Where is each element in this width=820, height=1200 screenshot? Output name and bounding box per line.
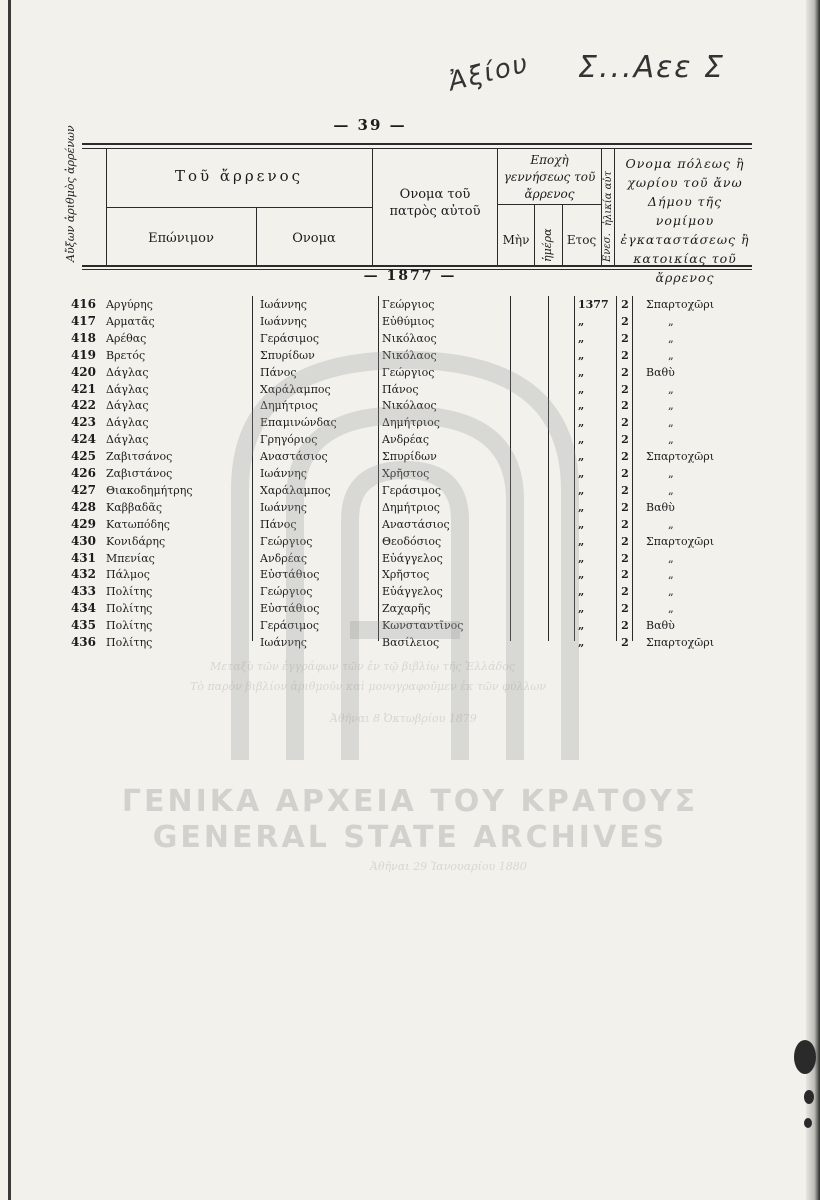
father-name-cell: Νικόλαος — [382, 348, 437, 362]
header-col-line — [372, 148, 373, 265]
place-cell: „ — [668, 399, 674, 413]
serial-number: 418 — [70, 330, 96, 345]
page-scan-edge — [806, 0, 820, 1200]
header-surname: Επώνιμον — [148, 231, 214, 246]
age-cell: 2 — [621, 331, 629, 345]
place-cell: „ — [668, 551, 674, 565]
surname-cell: Κατωπόδης — [106, 517, 170, 531]
place-cell: Βαθὺ — [646, 619, 675, 633]
serial-number: 420 — [70, 364, 96, 379]
place-cell: „ — [668, 331, 674, 345]
name-cell: Εὐστάθιος — [260, 602, 320, 616]
birth-year-cell: „ — [578, 314, 585, 328]
name-cell: Ιωάννης — [260, 500, 307, 514]
surname-cell: Αργύρης — [106, 298, 153, 311]
surname-cell: Πολίτης — [106, 602, 153, 616]
father-name-cell: Δημήτριος — [382, 416, 440, 430]
father-name-cell: Γεράσιμος — [382, 483, 441, 497]
age-cell: 2 — [621, 534, 629, 548]
serial-number: 433 — [70, 584, 96, 599]
surname-cell: Αρέθας — [106, 331, 147, 345]
serial-number: 421 — [70, 381, 96, 396]
place-cell: „ — [668, 483, 674, 497]
archive-seal-watermark — [200, 330, 610, 770]
birth-year-cell: „ — [578, 534, 585, 548]
surname-cell: Ζαβιτσάνος — [106, 450, 173, 464]
watermark-greek: ΓΕΝΙΚΑ ΑΡΧΕΙΑ ΤΟΥ ΚΡΑΤΟΥΣ — [121, 784, 699, 819]
place-cell: „ — [668, 585, 674, 599]
birth-year-cell: 1377 — [578, 298, 609, 311]
birth-year-cell: „ — [578, 500, 585, 514]
name-cell: Ιωάννης — [260, 298, 307, 311]
age-cell: 2 — [621, 450, 629, 464]
serial-number: 435 — [70, 618, 96, 633]
header-male-group: Τοῦ ἄρρενος — [174, 167, 303, 185]
name-cell: Εὐστάθιος — [260, 568, 320, 582]
watermark-english: GENERAL STATE ARCHIVES — [152, 820, 668, 855]
surname-cell: Βρετός — [106, 348, 146, 362]
birth-year-cell: „ — [578, 467, 585, 480]
surname-cell: Αρματᾶς — [106, 314, 155, 328]
age-cell: 2 — [621, 551, 629, 565]
birth-year-cell: „ — [578, 331, 585, 345]
serial-number: 426 — [70, 466, 96, 480]
serial-number: 436 — [70, 635, 96, 649]
age-cell: 2 — [621, 602, 629, 616]
place-cell: Βαθὺ — [646, 365, 675, 379]
age-cell: 2 — [621, 517, 629, 531]
birth-year-cell: „ — [578, 483, 585, 497]
name-cell: Αναστάσιος — [260, 450, 328, 464]
name-cell: Γεώργιος — [260, 534, 313, 548]
header-age: ἡλικία αὐτ — [603, 170, 614, 226]
age-cell: 2 — [621, 619, 629, 633]
age-cell: 2 — [621, 348, 629, 362]
birth-year-cell: „ — [578, 433, 585, 447]
age-cell: 2 — [621, 500, 629, 514]
serial-number: 431 — [70, 550, 96, 565]
father-name-cell: Γεώργιος — [382, 365, 435, 379]
surname-cell: Κονιδάρης — [106, 534, 166, 548]
place-cell: „ — [668, 602, 674, 616]
father-name-cell: Χρῆστος — [382, 568, 430, 582]
serial-number: 419 — [70, 347, 96, 362]
birth-year-cell: „ — [578, 551, 585, 565]
place-cell: „ — [668, 314, 674, 328]
father-name-cell: Εὐάγγελος — [382, 585, 443, 599]
father-name-cell: Χρῆστος — [382, 467, 430, 480]
serial-number: 429 — [70, 516, 96, 531]
surname-cell: Δάγλας — [106, 416, 149, 430]
birth-year-cell: „ — [578, 602, 585, 616]
birth-year-cell: „ — [578, 517, 585, 531]
birth-year-cell: „ — [578, 399, 585, 413]
header-birth-group: Εποχὴ γεννήσεως τοῦ ἄρρενος — [503, 153, 596, 201]
place-cell: Σπαρτοχῶρι — [646, 636, 715, 649]
surname-cell: Δάγλας — [106, 433, 149, 447]
age-cell: 2 — [621, 416, 629, 430]
name-cell: Γεράσιμος — [260, 331, 319, 345]
place-cell: „ — [668, 382, 674, 396]
header-day: ἡμέρα — [541, 228, 554, 262]
header-col-line — [534, 204, 535, 265]
surname-cell: Ζαβιστάνος — [106, 467, 173, 480]
name-cell: Δημήτριος — [260, 399, 318, 413]
header-month: Μὴν — [502, 233, 530, 247]
surname-cell: Δάγλας — [106, 382, 149, 396]
name-cell: Γεώργιος — [260, 585, 313, 599]
place-cell: Σπαρτοχῶρι — [646, 298, 715, 311]
name-cell: Σπυρίδων — [260, 348, 315, 362]
serial-number: 430 — [70, 533, 96, 548]
surname-cell: Θιακοδημήτρης — [106, 483, 193, 497]
birth-year-cell: „ — [578, 365, 585, 379]
serial-number: 417 — [70, 313, 96, 328]
birth-year-cell: „ — [578, 636, 585, 649]
name-cell: Ιωάννης — [260, 636, 307, 649]
birth-year-cell: „ — [578, 416, 585, 430]
signature-right: Σ...Αεε Σ — [578, 50, 726, 85]
serial-number: 422 — [70, 398, 96, 413]
signature-left: Ἀξίου — [445, 48, 533, 98]
header-current: Ενεσ. — [602, 233, 613, 262]
father-name-cell: Εὐάγγελος — [382, 551, 443, 565]
name-cell: Πάνος — [260, 365, 297, 379]
bleed-through-text: Τὸ παρὸν βιβλίον ἀριθμοῦν καὶ μονογραφοῦμεν ἐκ τῶν φύλλων — [190, 680, 547, 693]
serial-number: 432 — [70, 567, 96, 582]
age-cell: 2 — [621, 365, 629, 379]
father-name-cell: Ανδρέας — [382, 433, 430, 447]
torn-edge-spot — [794, 1040, 816, 1074]
place-cell: Σπαρτοχῶρι — [646, 534, 715, 548]
name-cell: Γεράσιμος — [260, 619, 319, 633]
father-name-cell: Κωνσταντῖνος — [382, 619, 464, 633]
serial-number: 428 — [70, 499, 96, 514]
age-cell: 2 — [621, 433, 629, 447]
serial-number: 425 — [70, 449, 96, 464]
torn-edge-spot — [804, 1090, 814, 1104]
surname-cell: Πολίτης — [106, 619, 153, 633]
age-cell: 2 — [621, 483, 629, 497]
year-divider: — 1877 — — [363, 268, 457, 284]
header-serial-label: Αὔξων ἀριθμὸς ἀρρένων — [64, 125, 77, 262]
serial-number: 423 — [70, 415, 96, 430]
header-year: Ετος — [566, 233, 597, 247]
place-cell: „ — [668, 348, 674, 362]
name-cell: Ιωάννης — [260, 467, 307, 480]
surname-cell: Δάγλας — [106, 365, 149, 379]
torn-edge-spot — [804, 1118, 812, 1128]
age-cell: 2 — [621, 636, 629, 649]
name-cell: Ανδρέας — [260, 551, 308, 565]
place-cell: Βαθὺ — [646, 500, 675, 514]
birth-year-cell: „ — [578, 619, 585, 633]
name-cell: Χαράλαμπος — [260, 483, 331, 497]
father-name-cell: Νικόλαος — [382, 399, 437, 413]
birth-year-cell: „ — [578, 348, 585, 362]
header-place: Ονομα πόλεως ἢ χωρίου τοῦ ἄνω Δήμου τῆς νομίμου ἐγκαταστάσεως ἢ κατοικίας τοῦ ἄρρενος — [620, 156, 750, 285]
table-row — [0, 296, 800, 313]
header-name: Ονομα — [292, 231, 336, 246]
father-name-cell: Γεώργιος — [382, 298, 435, 311]
age-cell: 2 — [621, 399, 629, 413]
age-cell: 2 — [621, 467, 629, 480]
place-cell: „ — [668, 517, 674, 531]
name-cell: Επαμινώνδας — [260, 416, 337, 430]
header-male-divider — [106, 207, 372, 208]
father-name-cell: Πάνος — [382, 382, 419, 396]
bleed-through-text: Ἀθῆναι 8 Ὀκτωβρίου 1879 — [330, 712, 477, 725]
father-name-cell: Βασίλειος — [382, 636, 440, 649]
name-cell: Ιωάννης — [260, 314, 307, 328]
serial-number: 434 — [70, 601, 96, 616]
header-father: Ονομα τοῦ πατρὸς αὐτοῦ — [389, 187, 481, 219]
age-cell: 2 — [621, 314, 629, 328]
father-name-cell: Δημήτριος — [382, 500, 440, 514]
bleed-through-text: Μεταξὺ τῶν ἐγγράφων τῶν ἐν τῷ βιβλίῳ τῆς Ἑλλάδος — [210, 660, 515, 673]
father-name-cell: Αναστάσιος — [382, 517, 450, 531]
father-name-cell: Σπυρίδων — [382, 450, 437, 464]
serial-number: 424 — [70, 432, 96, 447]
father-name-cell: Ζαχαρῆς — [382, 602, 431, 616]
place-cell: „ — [668, 467, 674, 480]
age-cell: 2 — [621, 585, 629, 599]
serial-number: 427 — [70, 482, 96, 497]
birth-year-cell: „ — [578, 568, 585, 582]
surname-cell: Δάγλας — [106, 399, 149, 413]
table-row — [0, 313, 800, 330]
header-col-line — [614, 148, 615, 265]
surname-cell: Καββαδᾶς — [106, 500, 163, 514]
name-cell: Χαράλαμπος — [260, 382, 331, 396]
surname-cell: Πάλμος — [106, 568, 150, 582]
birth-year-cell: „ — [578, 585, 585, 599]
name-cell: Γρηγόριος — [260, 433, 318, 447]
age-cell: 2 — [621, 568, 629, 582]
birth-year-cell: „ — [578, 382, 585, 396]
father-name-cell: Νικόλαος — [382, 331, 437, 345]
surname-cell: Πολίτης — [106, 585, 153, 599]
page-number: — 39 — — [333, 116, 407, 134]
bleed-through-text: Ἀθῆναι 29 Ἰανουαρίου 1880 — [370, 860, 527, 873]
father-name-cell: Θεοδόσιος — [382, 534, 442, 548]
place-cell: „ — [668, 433, 674, 447]
father-name-cell: Εὐθύμιος — [382, 314, 435, 328]
header-birth-divider — [497, 204, 601, 205]
header-top-rule-thin — [82, 148, 752, 149]
name-cell: Πάνος — [260, 517, 297, 531]
header-top-rule — [82, 143, 752, 145]
place-cell: Σπαρτοχῶρι — [646, 450, 715, 464]
place-cell: „ — [668, 416, 674, 430]
birth-year-cell: „ — [578, 450, 585, 464]
header-col-line — [106, 148, 107, 265]
place-cell: „ — [668, 568, 674, 582]
age-cell: 2 — [621, 298, 629, 311]
serial-number: 416 — [70, 297, 96, 311]
age-cell: 2 — [621, 382, 629, 396]
surname-cell: Μπενίας — [106, 551, 155, 565]
surname-cell: Πολίτης — [106, 636, 153, 649]
